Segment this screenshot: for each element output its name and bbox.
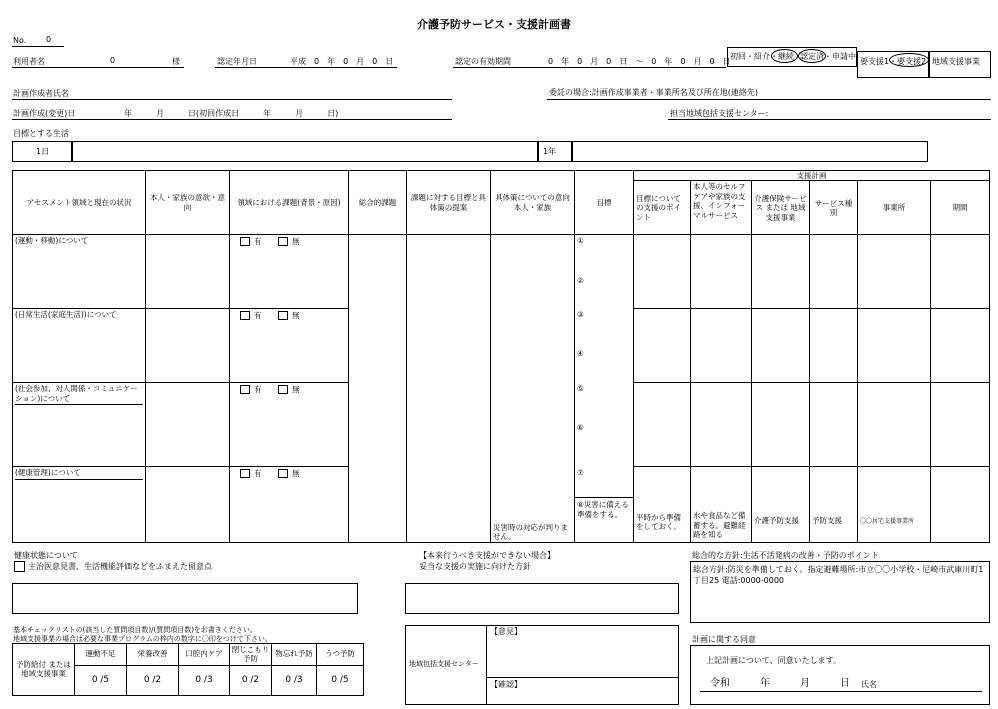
intent2-cell[interactable] [491, 235, 575, 309]
opinion-label: 【意見】 [490, 627, 522, 636]
overall-issue-cell[interactable] [349, 467, 407, 543]
cert-status[interactable]: 認定済・申請中 [800, 52, 856, 61]
goal-mark: ⑥ [577, 423, 584, 433]
checklist-val[interactable]: 0 /5 [317, 666, 364, 696]
header-goal: 目標 [575, 171, 634, 235]
service-cell[interactable] [810, 383, 858, 467]
support-plan-table [12, 170, 990, 543]
office-cell[interactable] [858, 467, 931, 543]
disaster-selfcare: 水や食品など備蓄する。避難経路を知る [693, 511, 746, 539]
proposal-cell[interactable] [407, 235, 491, 309]
center2-label: 地域包括支援センター [409, 660, 479, 668]
office-cell[interactable] [858, 235, 931, 309]
checklist-col: 口腔内ケア [179, 644, 230, 666]
insurance-cell[interactable] [752, 309, 810, 383]
selected-oval [798, 49, 826, 63]
header-assessment: アセスメント領域と現在の状況 [13, 171, 146, 235]
page-title: 介護予防サービス・支援計画書 [417, 18, 571, 31]
header-overall-issue: 総合的課題 [349, 171, 407, 235]
selected-oval [889, 53, 929, 67]
point-cell[interactable] [634, 309, 691, 383]
insurance-cell[interactable] [752, 467, 810, 543]
goal-cell[interactable] [575, 309, 634, 383]
header-selfcare: 本人等のセルフケアや家族の支援、インフォーマルサービス [691, 181, 752, 235]
goal-mark: ⑤ [577, 383, 584, 393]
issue-cell[interactable] [230, 235, 349, 309]
overall-issue-cell[interactable] [349, 383, 407, 467]
yes-label: 有 [254, 311, 262, 321]
proposal-cell[interactable] [407, 309, 491, 383]
yes-label: 有 [254, 469, 262, 479]
checklist-row-label: 予防給付 または 地域支援事業 [13, 644, 75, 696]
goal-mark: ① [577, 236, 584, 246]
area-cell[interactable] [13, 235, 146, 309]
consent-label: 計画に関する同意 [692, 635, 756, 644]
no-checkbox[interactable] [278, 469, 288, 478]
service-cell[interactable] [810, 467, 858, 543]
header-point: 目標についての支援のポイント [634, 181, 691, 235]
area-cell[interactable] [13, 383, 146, 467]
header-insurance: 介護保険サービス または 地域支援事業 [752, 181, 810, 235]
no-label: 無 [292, 237, 300, 247]
checklist-val[interactable]: 0 /3 [179, 666, 230, 696]
no-label: 無 [292, 469, 300, 479]
no-label: 無 [292, 311, 300, 321]
goal-mark: ② [577, 275, 584, 285]
office-cell[interactable] [858, 309, 931, 383]
plan-date-label: 計画作成(変更)日 [13, 109, 76, 118]
area-cell[interactable] [13, 467, 146, 543]
goal-cell[interactable] [575, 383, 634, 467]
header-office: 事業所 [858, 181, 931, 235]
user-value[interactable]: 0 [110, 56, 116, 65]
overall-policy-label: 総合的な方針:生活不活発病の改善・予防のポイント [692, 551, 879, 560]
health-sub: 主治医意見書、生活機能評価などをふまえた留意点 [28, 562, 212, 571]
area-cell[interactable] [13, 309, 146, 383]
area-label: (日常生活(家庭生活))について [15, 310, 117, 320]
planner-label: 計画作成者氏名 [13, 89, 69, 98]
proper-label: 【本来行うべき支援ができない場合】 [419, 551, 555, 560]
checklist-col: 栄養改善 [127, 644, 179, 666]
consent-text: 上記計画について、同意いたします。 [706, 656, 842, 665]
region-business[interactable]: 地域支援事業 [932, 57, 980, 66]
selfcare-cell[interactable] [691, 235, 752, 309]
disaster-goal: ⑧災害に備える準備をする。 [575, 497, 633, 519]
yes-checkbox[interactable] [240, 237, 250, 246]
intent2-cell[interactable] [491, 383, 575, 467]
header-intent2: 具体策についての意向 本人・家族 [491, 171, 575, 235]
point-cell[interactable] [634, 467, 691, 543]
goal-day-label: 1日 [36, 147, 50, 156]
header-issue: 領域における課題(背景・原因) [230, 171, 349, 235]
insurance-cell[interactable] [752, 383, 810, 467]
goal-year-input[interactable] [572, 141, 928, 162]
yes-checkbox[interactable] [240, 385, 250, 394]
intent-cell[interactable] [146, 467, 230, 543]
consent-date[interactable]: 令和 年 月 日 [710, 678, 850, 689]
no-label: No. [13, 36, 27, 45]
intent2-cell[interactable] [491, 467, 575, 543]
no-checkbox[interactable] [278, 237, 288, 246]
checklist-note2: 地域支援事業の場合は必要な事業プログラムの枠内の数字に〇印をつけて下さい。 [13, 635, 272, 643]
no-checkbox[interactable] [278, 385, 288, 394]
center-label: 担当地域包括支援センター: [670, 109, 769, 118]
area-label: (運動・移動)について [15, 236, 89, 246]
intent-cell[interactable] [146, 235, 230, 309]
point-cell[interactable] [634, 235, 691, 309]
health-label: 健康状態について [14, 551, 78, 560]
support-level[interactable]: 要支援1・要支援2 [860, 57, 927, 66]
area-label: (健康管理)について [15, 468, 143, 479]
period-cell[interactable] [931, 383, 990, 467]
no-label: 無 [292, 385, 300, 395]
disaster-office: 〇〇居宅支援事業所 [860, 517, 915, 525]
checklist-val[interactable]: 0 /2 [127, 666, 179, 696]
checklist-val[interactable]: 0 /2 [230, 666, 272, 696]
cert-date-label: 認定年月日 [217, 57, 257, 66]
overall-policy-text: 総合方針:防災を準備しておく。指定避難場所:市立〇〇小学校・尼崎市武庫川町1丁目25 電話:0000-0000 [693, 565, 984, 586]
overall-issue-cell[interactable] [349, 309, 407, 383]
checklist-table [12, 643, 364, 696]
area-label: (社会参加、対人関係・コミュニケーション)について [15, 384, 143, 405]
disaster-point: 平時から準備をしておく。 [636, 512, 681, 531]
period-cell[interactable] [931, 467, 990, 543]
checklist-col: うつ予防 [317, 644, 364, 666]
period-cell[interactable] [931, 309, 990, 383]
goal-cell[interactable] [575, 235, 634, 309]
issue-cell[interactable] [230, 383, 349, 467]
goal-mark: ③ [577, 309, 584, 319]
checklist-val[interactable]: 0 /3 [272, 666, 317, 696]
insurance-cell[interactable] [752, 235, 810, 309]
point-cell[interactable] [634, 383, 691, 467]
disaster-insurance: 介護予防支援 [754, 516, 799, 525]
status-options[interactable]: 初回・紹介・継続 [730, 52, 794, 61]
header-service-type: サービス種別 [810, 181, 858, 235]
yes-checkbox[interactable] [240, 311, 250, 320]
health-checkbox[interactable] [14, 561, 25, 572]
issue-cell[interactable] [230, 467, 349, 543]
intent-cell[interactable] [146, 383, 230, 467]
valid-value[interactable]: 0 年 0 月 0 日 ～ 0 年 0 月 0 日 [548, 57, 731, 66]
yes-label: 有 [254, 237, 262, 247]
proper-sub: 妥当な支援の実施に向けた方針 [419, 562, 531, 571]
goal-mark: ⑦ [577, 467, 584, 477]
valid-label: 認定の有効期間 [455, 57, 511, 66]
yes-checkbox[interactable] [240, 469, 250, 478]
goal-cell[interactable] [575, 467, 634, 543]
header-proposal: 課題に対する目標と具体策の提案 [407, 171, 491, 235]
office-cell[interactable] [858, 383, 931, 467]
goal-mark: ④ [577, 349, 584, 359]
signature-label: 氏名 [861, 680, 877, 689]
goal-label: 目標とする生活 [13, 129, 69, 138]
overall-issue-cell[interactable] [349, 235, 407, 309]
intent2-cell[interactable] [491, 309, 575, 383]
goal-year-label: 1年 [543, 147, 557, 156]
cert-date-value[interactable]: 平成 0 年 0 月 0 日 [290, 57, 394, 66]
consent-box[interactable] [690, 645, 990, 705]
sama-label: 様 [172, 57, 180, 66]
selfcare-cell[interactable] [691, 309, 752, 383]
proposal-cell[interactable] [407, 467, 491, 543]
disaster-service: 予防支援 [812, 516, 842, 525]
selfcare-cell[interactable] [691, 383, 752, 467]
disaster-intent: 災害時の対応が判りません。 [493, 522, 568, 541]
checklist-col: 運動不足 [75, 644, 127, 666]
plan-date-value[interactable]: 年 月 日(初回作成日 年 月 日) [124, 109, 339, 118]
service-cell[interactable] [810, 235, 858, 309]
header-intent: 本人・家族の意欲・意向 [146, 171, 230, 235]
issue-cell[interactable] [230, 309, 349, 383]
consign-label: 委託の場合:計画作成事業者・事業所名及び所在地(連絡先) [549, 88, 758, 97]
no-checkbox[interactable] [278, 311, 288, 320]
checklist-col: 閉じこもり予防 [230, 644, 272, 666]
header-period: 期間 [931, 181, 990, 235]
selected-oval [771, 49, 798, 63]
checklist-val[interactable]: 0 /5 [75, 666, 127, 696]
intent-cell[interactable] [146, 309, 230, 383]
goal-day-input[interactable] [72, 141, 538, 162]
selfcare-cell[interactable] [691, 467, 752, 543]
proposal-cell[interactable] [407, 383, 491, 467]
yes-label: 有 [254, 385, 262, 395]
user-label: 利用者名 [13, 57, 45, 66]
service-cell[interactable] [810, 309, 858, 383]
proper-input[interactable] [405, 583, 679, 614]
no-value[interactable]: 0 [46, 35, 52, 44]
checklist-note1: 基本チェックリストの(該当した質問項目数)/(質問項目数)をお書きください。 [13, 626, 257, 634]
health-input[interactable] [12, 583, 358, 614]
confirm-label: 【確認】 [490, 680, 522, 689]
period-cell[interactable] [931, 235, 990, 309]
header-support-plan: 支援計画 [634, 171, 990, 181]
checklist-col: 物忘れ予防 [272, 644, 317, 666]
